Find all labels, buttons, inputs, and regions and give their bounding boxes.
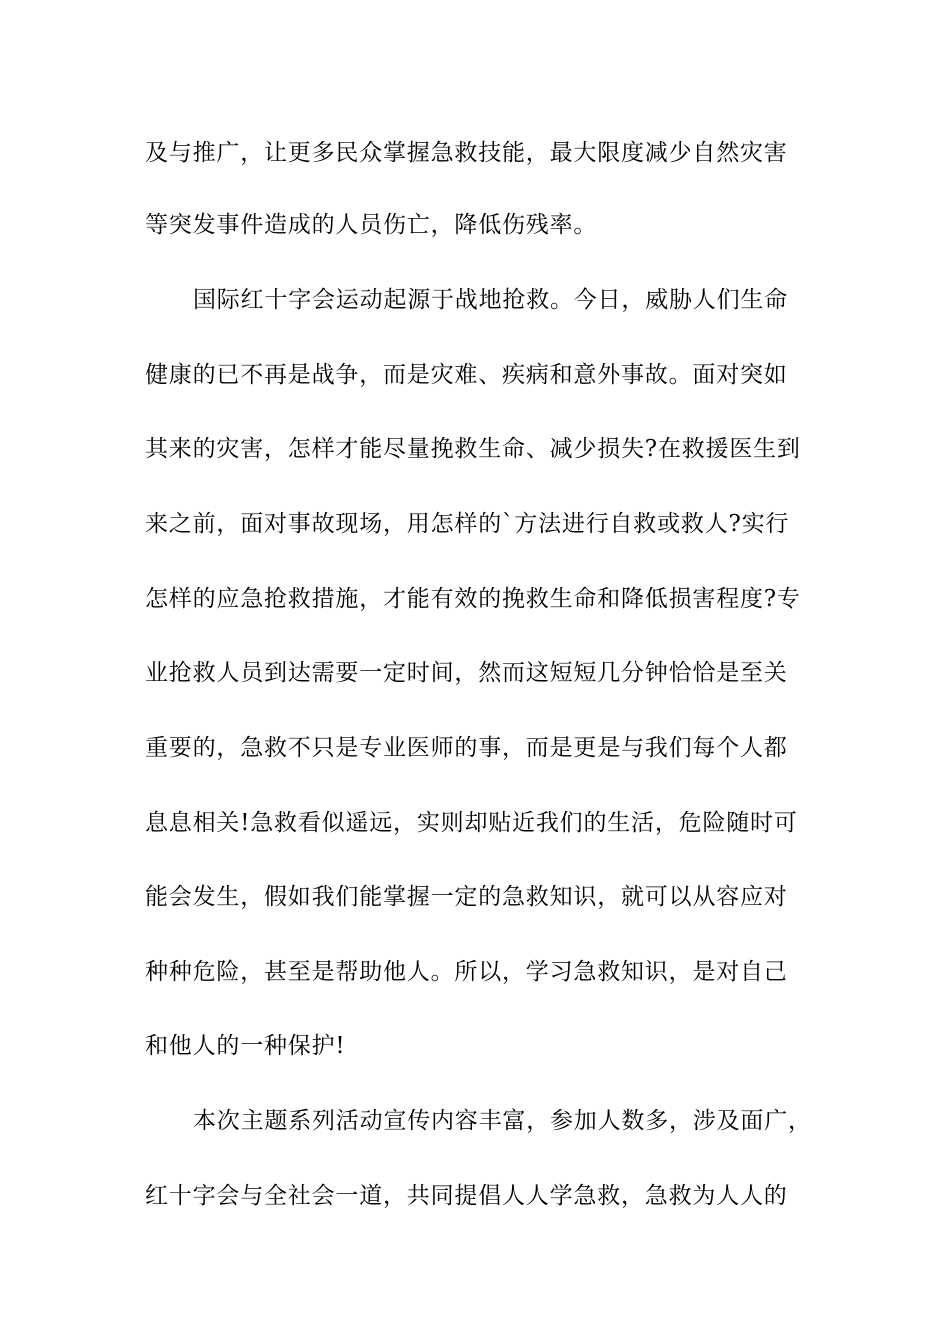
- text-line: 及与推广，让更多民众掌握急救技能，最大限度减少自然灾害: [145, 140, 788, 166]
- paragraph-first-line: 国际红十字会运动起源于战地抢救。今日，威胁人们生命: [193, 287, 788, 313]
- text-line: 来之前，面对事故现场，用怎样的`方法进行自救或救人?实行: [145, 511, 790, 537]
- text-line: 健康的已不再是战争，而是灾难、疾病和意外事故。面对突如: [145, 362, 788, 388]
- text-line: 能会发生，假如我们能掌握一定的急救知识，就可以从容应对: [145, 884, 788, 910]
- paragraph-first-line: 本次主题系列活动宣传内容丰富，参加人数多，涉及面广，: [193, 1108, 812, 1134]
- text-line: 其来的灾害，怎样才能尽量挽救生命、减少损失?在救援医生到: [145, 436, 801, 462]
- text-line: 等突发事件造成的人员伤亡，降低伤残率。: [145, 212, 598, 238]
- text-line: 怎样的应急抢救措施，才能有效的挽救生命和降低损害程度?专: [145, 586, 801, 612]
- text-line: 业抢救人员到达需要一定时间，然而这短短几分钟恰恰是至关: [145, 660, 788, 686]
- text-line: 和他人的一种保护!: [145, 1033, 346, 1059]
- text-line: 息息相关!急救看似遥远，实则却贴近我们的生活，危险随时可: [145, 810, 798, 836]
- text-line: 种种危险，甚至是帮助他人。所以，学习急救知识，是对自己: [145, 959, 788, 985]
- text-line: 重要的，急救不只是专业医师的事，而是更是与我们每个人都: [145, 735, 788, 761]
- text-line: 红十字会与全社会一道，共同提倡人人学急救，急救为人人的: [145, 1183, 788, 1209]
